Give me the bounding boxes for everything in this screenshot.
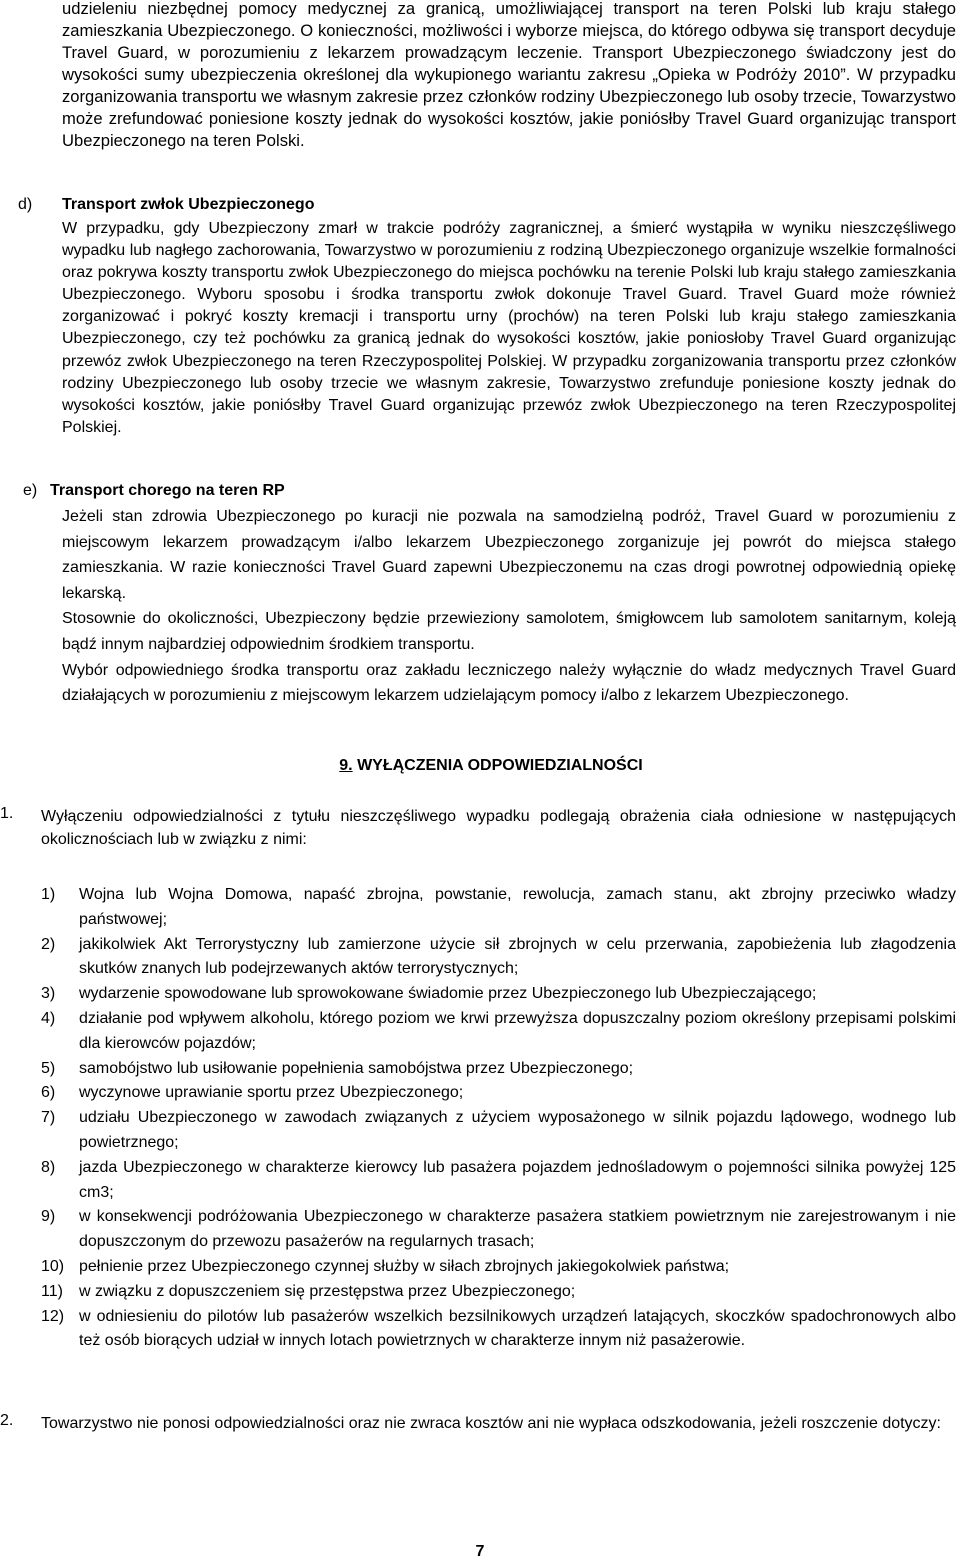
list-item-text: Wojna lub Wojna Domowa, napaść zbrojna, powstanie, rewolucja, zamach stanu, akt zbrojny przeciwko władzy państwowej;: [79, 886, 956, 928]
section-9-number: 9.: [339, 757, 353, 774]
list-item: [41, 1057, 956, 1082]
list-item: [41, 933, 956, 983]
list-item-number: 5): [41, 1059, 56, 1077]
list-item: [41, 883, 956, 933]
list-item-text: udziału Ubezpieczonego w zawodach związanych z użyciem wyposażonego w silnik pojazdu lądowego, wodnego lub powietrznego;: [79, 1109, 956, 1151]
list-item: [41, 1081, 956, 1106]
list-item-number: 7): [41, 1109, 56, 1127]
list-item: [41, 1007, 956, 1057]
list-item-text: w związku z dopuszczeniem się przestępstwa przez Ubezpieczonego;: [79, 1282, 576, 1300]
list-item-text: jakikolwiek Akt Terrorystyczny lub zamierzone użycie sił zbrojnych w celu przerwania, zapobieżenia lub złagodzenia skutków znanych lub podejrzewanych aktów terrorystycznych;: [79, 935, 956, 978]
list-item-number: 9): [41, 1208, 56, 1226]
list-item-text: pełnienie przez Ubezpieczonego czynnej służby w siłach zbrojnych jakiegokolwiek państwa;: [79, 1257, 730, 1275]
list-item-number: 6): [41, 1084, 56, 1102]
section-d-title: Transport zwłok Ubezpieczonego: [62, 196, 315, 213]
point-1-text: Wyłączeniu odpowiedzialności z tytułu nieszczęśliwego wypadku podlegają obrażenia ciała odniesione w następujących okolicznościach lub w związku z nimi:: [41, 808, 956, 848]
list-item-number: 10): [41, 1257, 65, 1275]
list-item-text: wyczynowe uprawianie sportu przez Ubezpieczonego;: [79, 1084, 464, 1102]
list-item: [41, 1156, 956, 1206]
section-9-heading: [0, 757, 960, 775]
list-item-text: samobójstwo lub usiłowanie popełnienia samobójstwa przez Ubezpieczonego;: [79, 1059, 634, 1077]
point-1-number: 1.: [0, 805, 14, 822]
list-item-number: 1): [41, 886, 56, 903]
list-item: [41, 982, 956, 1007]
section-e-title: Transport chorego na teren RP: [50, 482, 285, 499]
list-item-text: wydarzenie spowodowane lub sprowokowane świadomie przez Ubezpieczonego lub Ubezpieczającego;: [79, 985, 817, 1003]
section-d-body: W przypadku, gdy Ubezpieczony zmarł w trakcie podróży zagranicznej, a śmierć wystąpiła w wyniku nieszczęśliwego wypadku lub nagłego zachorowania, Towarzystwo w porozumieniu z rodziną Ubezpieczonego organizuje wszelkie formalności oraz pokrywa koszty transportu zwłok Ubezpieczonego do miejsca pochówku na terenie Polski lub kraju stałego zamieszkania Ubezpieczonego. Wyboru sposobu i środka transportu zwłok dokonuje Travel Guard. Travel Guard może również zorganizować i pokryć koszty kremacji i transportu urny (prochów) na teren Polski lub kraju stałego zamieszkania Ubezpieczonego, czy też pochówku za granicą jednak do wysokości kosztów, jakie poniosłoby Travel Guard organizując przewóz zwłok Ubezpieczonego na teren Rzeczypospolitej Polskiej. W przypadku zorganizowania transportu przez członków rodziny Ubezpieczonego lub osoby trzecie we własnym zakresie, Towarzystwo zrefunduje poniesione koszty jednak do wysokości kosztów, jakie poniósłby Travel Guard organizując przewóz zwłok Ubezpieczonego na teren Rzeczypospolitej Polskiej.: [62, 220, 956, 436]
point-2-number: 2.: [0, 1412, 14, 1429]
section-e-letter: e): [23, 482, 38, 499]
section-e-paragraph: Jeżeli stan zdrowia Ubezpieczonego po kuracji nie pozwala na samodzielną podróż, Travel Guard w porozumieniu z miejscowym lekarzem prowadzącym i/albo lekarzem Ubezpieczonego zorganizuje jej powrót do miejsca stałego zamieszkania. W razie konieczności Travel Guard zapewni Ubezpieczonemu na czas drogi powrotnej odpowiednią opiekę lekarską.: [62, 508, 956, 602]
section-9-title: WYŁĄCZENIA ODPOWIEDZIALNOŚCI: [357, 757, 643, 774]
list-item-number: 3): [41, 985, 56, 1003]
list-item-number: 12): [41, 1307, 65, 1325]
continued-paragraph: udzieleniu niezbędnej pomocy medycznej za granicą, umożliwiającej transport na teren Polski lub kraju stałego zamieszkania Ubezpieczonego. O konieczności, możliwości i wyborze miejsca, do którego odbywa się transport decyduje Travel Guard, w porozumieniu z lekarzem prowadzącym leczenie. Transport Ubezpieczonego świadczony jest do wysokości sumy ubezpieczenia określonej dla wykupionego wariantu zakresu „Opieka w Podróży 2010”. W przypadku zorganizowania transportu we własnym zakresie przez członków rodziny Ubezpieczonego lub osoby trzecie, Towarzystwo może zrefundować poniesione koszty jednak do wysokości kosztów, jakie poniósłby Travel Guard organizując transport Ubezpieczonego na teren Polski.: [62, 0, 956, 150]
list-item-text: działanie pod wpływem alkoholu, którego poziom we krwi przewyższa dopuszczalny poziom określony przepisami polskimi dla kierowców pojazdów;: [79, 1009, 956, 1052]
exclusions-list: [41, 883, 956, 1354]
section-e-body: [62, 504, 956, 709]
point-2-text: Towarzystwo nie ponosi odpowiedzialności oraz nie zwraca kosztów ani nie wypłaca odszkodowania, jeżeli roszczenie dotyczy:: [41, 1415, 941, 1432]
list-item-number: 4): [41, 1009, 56, 1027]
list-item-text: w odniesieniu do pilotów lub pasażerów wszelkich bezsilnikowych urządzeń latających, skoczków spadochronowych albo też osób biorących udział w innych lotach powietrznych w charakterze innym niż pasażerowie.: [79, 1307, 956, 1350]
list-item: [41, 1106, 956, 1156]
list-item-text: jazda Ubezpieczonego w charakterze kierowcy lub pasażera pojazdem jednośladowym o pojemności silnika powyżej 125 cm3;: [79, 1158, 956, 1201]
list-item-text: w konsekwencji podróżowania Ubezpieczonego w charakterze pasażera statkiem powietrznym nie zarejestrowanym i nie dopuszczonym do przewozu pasażerów na regularnych trasach;: [79, 1208, 956, 1251]
list-item-number: 2): [41, 935, 56, 953]
list-item: [41, 1255, 956, 1280]
list-item: [41, 1205, 956, 1255]
section-e-paragraph: Stosownie do okoliczności, Ubezpieczony będzie przewieziony samolotem, śmigłowcem lub samolotem sanitarnym, koleją bądź innym najbardziej odpowiednim środkiem transportu.: [62, 610, 956, 653]
section-d-letter: d): [18, 196, 33, 213]
page-number: 7: [475, 1543, 485, 1560]
list-item: [41, 1305, 956, 1355]
list-item: [41, 1280, 956, 1305]
list-item-number: 11): [41, 1282, 63, 1300]
list-item-number: 8): [41, 1158, 56, 1176]
section-e-paragraph: Wybór odpowiedniego środka transportu oraz zakładu leczniczego należy wyłącznie do władz medycznych Travel Guard działających w porozumieniu z miejscowym lekarzem udzielającym pomocy i/albo z lekarzem Ubezpieczonego.: [62, 661, 956, 705]
